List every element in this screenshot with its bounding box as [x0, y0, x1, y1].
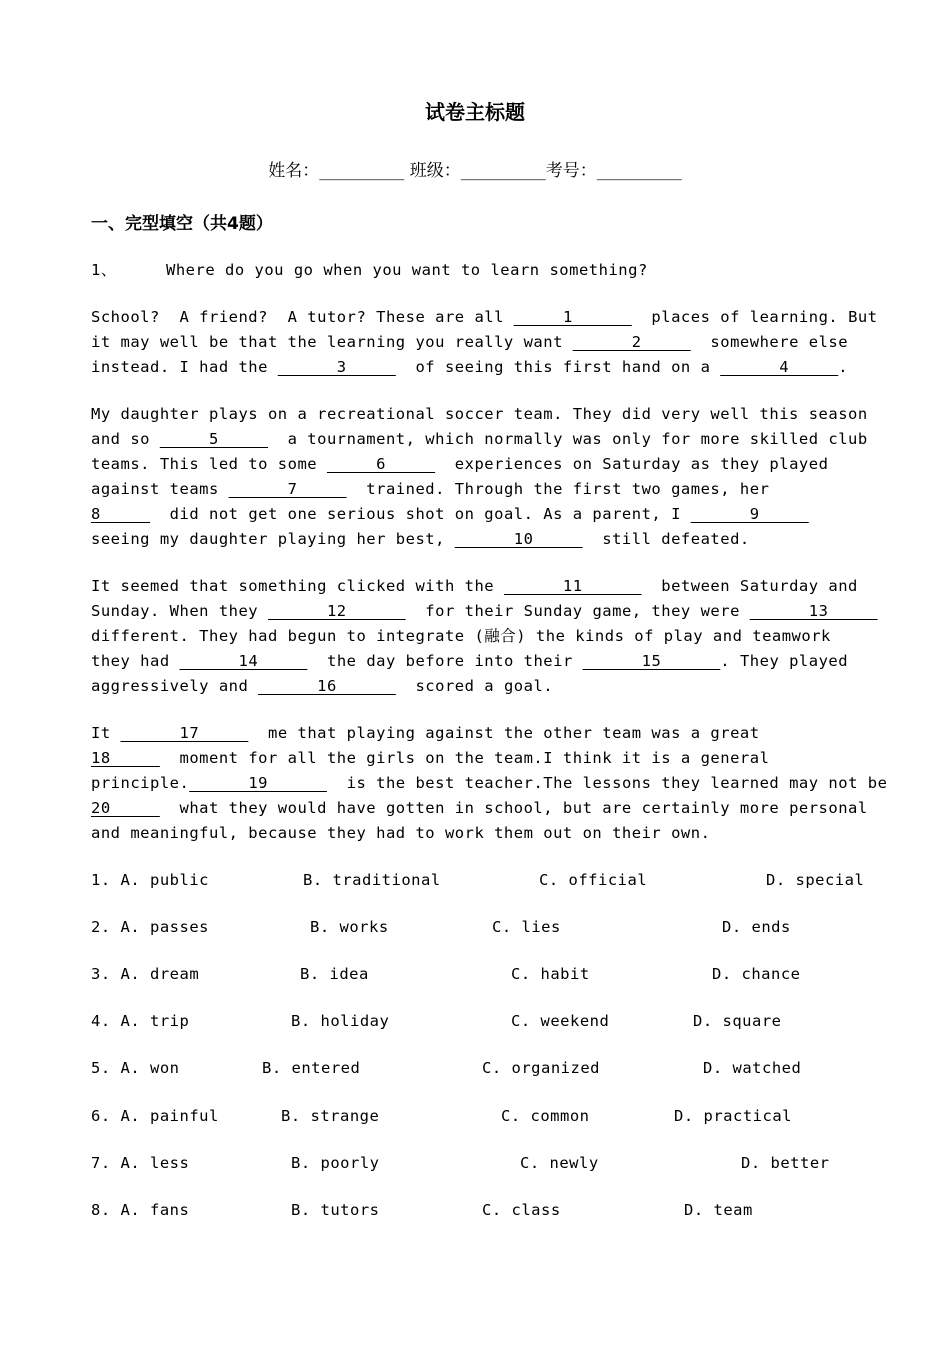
answer-blank: ______17_____ [120, 724, 249, 742]
answer-blank: 18_____ [91, 749, 160, 767]
option-b: B. holiday [291, 1012, 390, 1030]
option-row [91, 1198, 881, 1223]
passage-text: places of learning. But it may well be that the learning you really want [91, 308, 878, 351]
option-row [91, 962, 881, 987]
passage-text: scored a goal. [395, 677, 554, 695]
answer-blank: ______14_____ [179, 652, 308, 670]
passage-paragraph-2 [91, 402, 881, 552]
passage-text: between Saturday and Sunday. When they [91, 577, 858, 620]
student-info-line: 姓名：__________ 班级：__________考号：__________ [268, 161, 682, 181]
answer-blank: ______11______ [503, 577, 642, 595]
passage-text: It [91, 724, 121, 742]
passage-text: My daughter plays on a recreational soccer team. They did very well this season and so [91, 405, 868, 448]
option-a: 5. A. won [91, 1059, 180, 1077]
answer-blank: ______12______ [267, 602, 406, 620]
option-a: 8. A. fans [91, 1201, 190, 1219]
passage-text: me that playing against the other team was a great [267, 724, 760, 742]
passage-text: for their Sunday game, they were [405, 602, 750, 620]
option-c: C. organized [482, 1059, 600, 1077]
option-a: 7. A. less [91, 1154, 190, 1172]
option-b: B. poorly [291, 1154, 380, 1172]
answer-blank: ______19______ [189, 774, 327, 792]
answer-blank: ______4_____ [720, 358, 839, 376]
option-d: D. watched [703, 1059, 802, 1077]
answer-blank: ______2_____ [572, 333, 691, 351]
option-c: C. class [482, 1201, 561, 1219]
answer-blank: 8_____ [91, 505, 150, 523]
passage-text: experiences on Saturday as they played against teams [91, 455, 829, 498]
option-d: D. square [693, 1012, 782, 1030]
option-c: C. newly [520, 1154, 599, 1172]
question-number: 1、 [91, 261, 117, 279]
option-a: 2. A. passes [91, 918, 209, 936]
option-c: C. common [501, 1107, 590, 1125]
passage-text: It seemed that something clicked with the [91, 577, 504, 595]
answer-blank: ______3_____ [277, 358, 396, 376]
answer-blank: ______9_____ [690, 505, 809, 523]
passage-text: is the best teacher.The lessons they learned may not be [346, 774, 888, 792]
answer-blank: ______16______ [258, 677, 396, 695]
answer-blank: 20_____ [91, 799, 160, 817]
passage-text: somewhere else instead. I had the [91, 333, 849, 376]
option-b: B. idea [300, 965, 369, 983]
answer-blank: ______10_____ [454, 530, 583, 548]
answer-blank: ______7_____ [228, 480, 347, 498]
option-c: C. weekend [511, 1012, 610, 1030]
answer-blank: _____5_____ [159, 430, 268, 448]
passage-text: the day before into their [307, 652, 583, 670]
option-d: D. special [766, 871, 865, 889]
option-a: 6. A. painful [91, 1107, 219, 1125]
passage-paragraph-4 [91, 721, 888, 846]
option-d: D. better [741, 1154, 830, 1172]
passage-text: did not get one serious shot on goal. As a parent, I [150, 505, 691, 523]
passage-paragraph-1 [91, 305, 881, 380]
option-b: B. traditional [303, 871, 441, 889]
passage-text: School? A friend? A tutor? These are all [91, 308, 514, 326]
passage-text: seeing my daughter playing her best, [91, 530, 445, 548]
answer-blank: ______15______ [582, 652, 721, 670]
option-row [91, 1104, 881, 1129]
option-a: 3. A. dream [91, 965, 200, 983]
passage-text: different. They had begun to integrate (融合) the kinds of play and teamwork they had [91, 627, 831, 670]
option-row [91, 1056, 881, 1081]
passage-text: moment for all the girls on the team.I think it is a general principle. [91, 749, 770, 792]
option-a: 1. A. public [91, 871, 209, 889]
question-line [91, 258, 648, 283]
passage-text: . [838, 358, 849, 376]
passage-paragraph-3 [91, 574, 881, 699]
option-c: C. habit [511, 965, 590, 983]
question-text: Where do you go when you want to learn something? [166, 261, 648, 279]
passage-text: . They played aggressively and [91, 652, 849, 695]
answer-blank: _____1______ [513, 308, 632, 326]
option-b: B. strange [281, 1107, 380, 1125]
passage-text: still defeated. [582, 530, 750, 548]
option-b: B. tutors [291, 1201, 380, 1219]
section-heading: 一、完型填空（共4题） [91, 214, 273, 234]
option-d: D. chance [712, 965, 801, 983]
option-c: C. lies [492, 918, 561, 936]
option-row [91, 1151, 881, 1176]
answer-blank: ______13_____ [749, 602, 878, 620]
option-b: B. entered [262, 1059, 361, 1077]
passage-text: trained. Through the first two games, her [366, 480, 770, 498]
option-row [91, 868, 881, 893]
option-d: D. practical [674, 1107, 792, 1125]
option-d: D. ends [722, 918, 791, 936]
exam-title: 试卷主标题 [425, 100, 525, 124]
option-row [91, 915, 881, 940]
option-b: B. works [310, 918, 389, 936]
passage-text: of seeing this first hand on a [395, 358, 721, 376]
passage-text: a tournament, which normally was only for more skilled club teams. This led to some [91, 430, 868, 473]
option-row [91, 1009, 881, 1034]
answer-blank: _____6_____ [326, 455, 436, 473]
option-a: 4. A. trip [91, 1012, 190, 1030]
option-d: D. team [684, 1201, 753, 1219]
option-c: C. official [539, 871, 648, 889]
passage-text: what they would have gotten in school, but are certainly more personal and meaningful, because they had to work them out on their own. [91, 799, 868, 842]
